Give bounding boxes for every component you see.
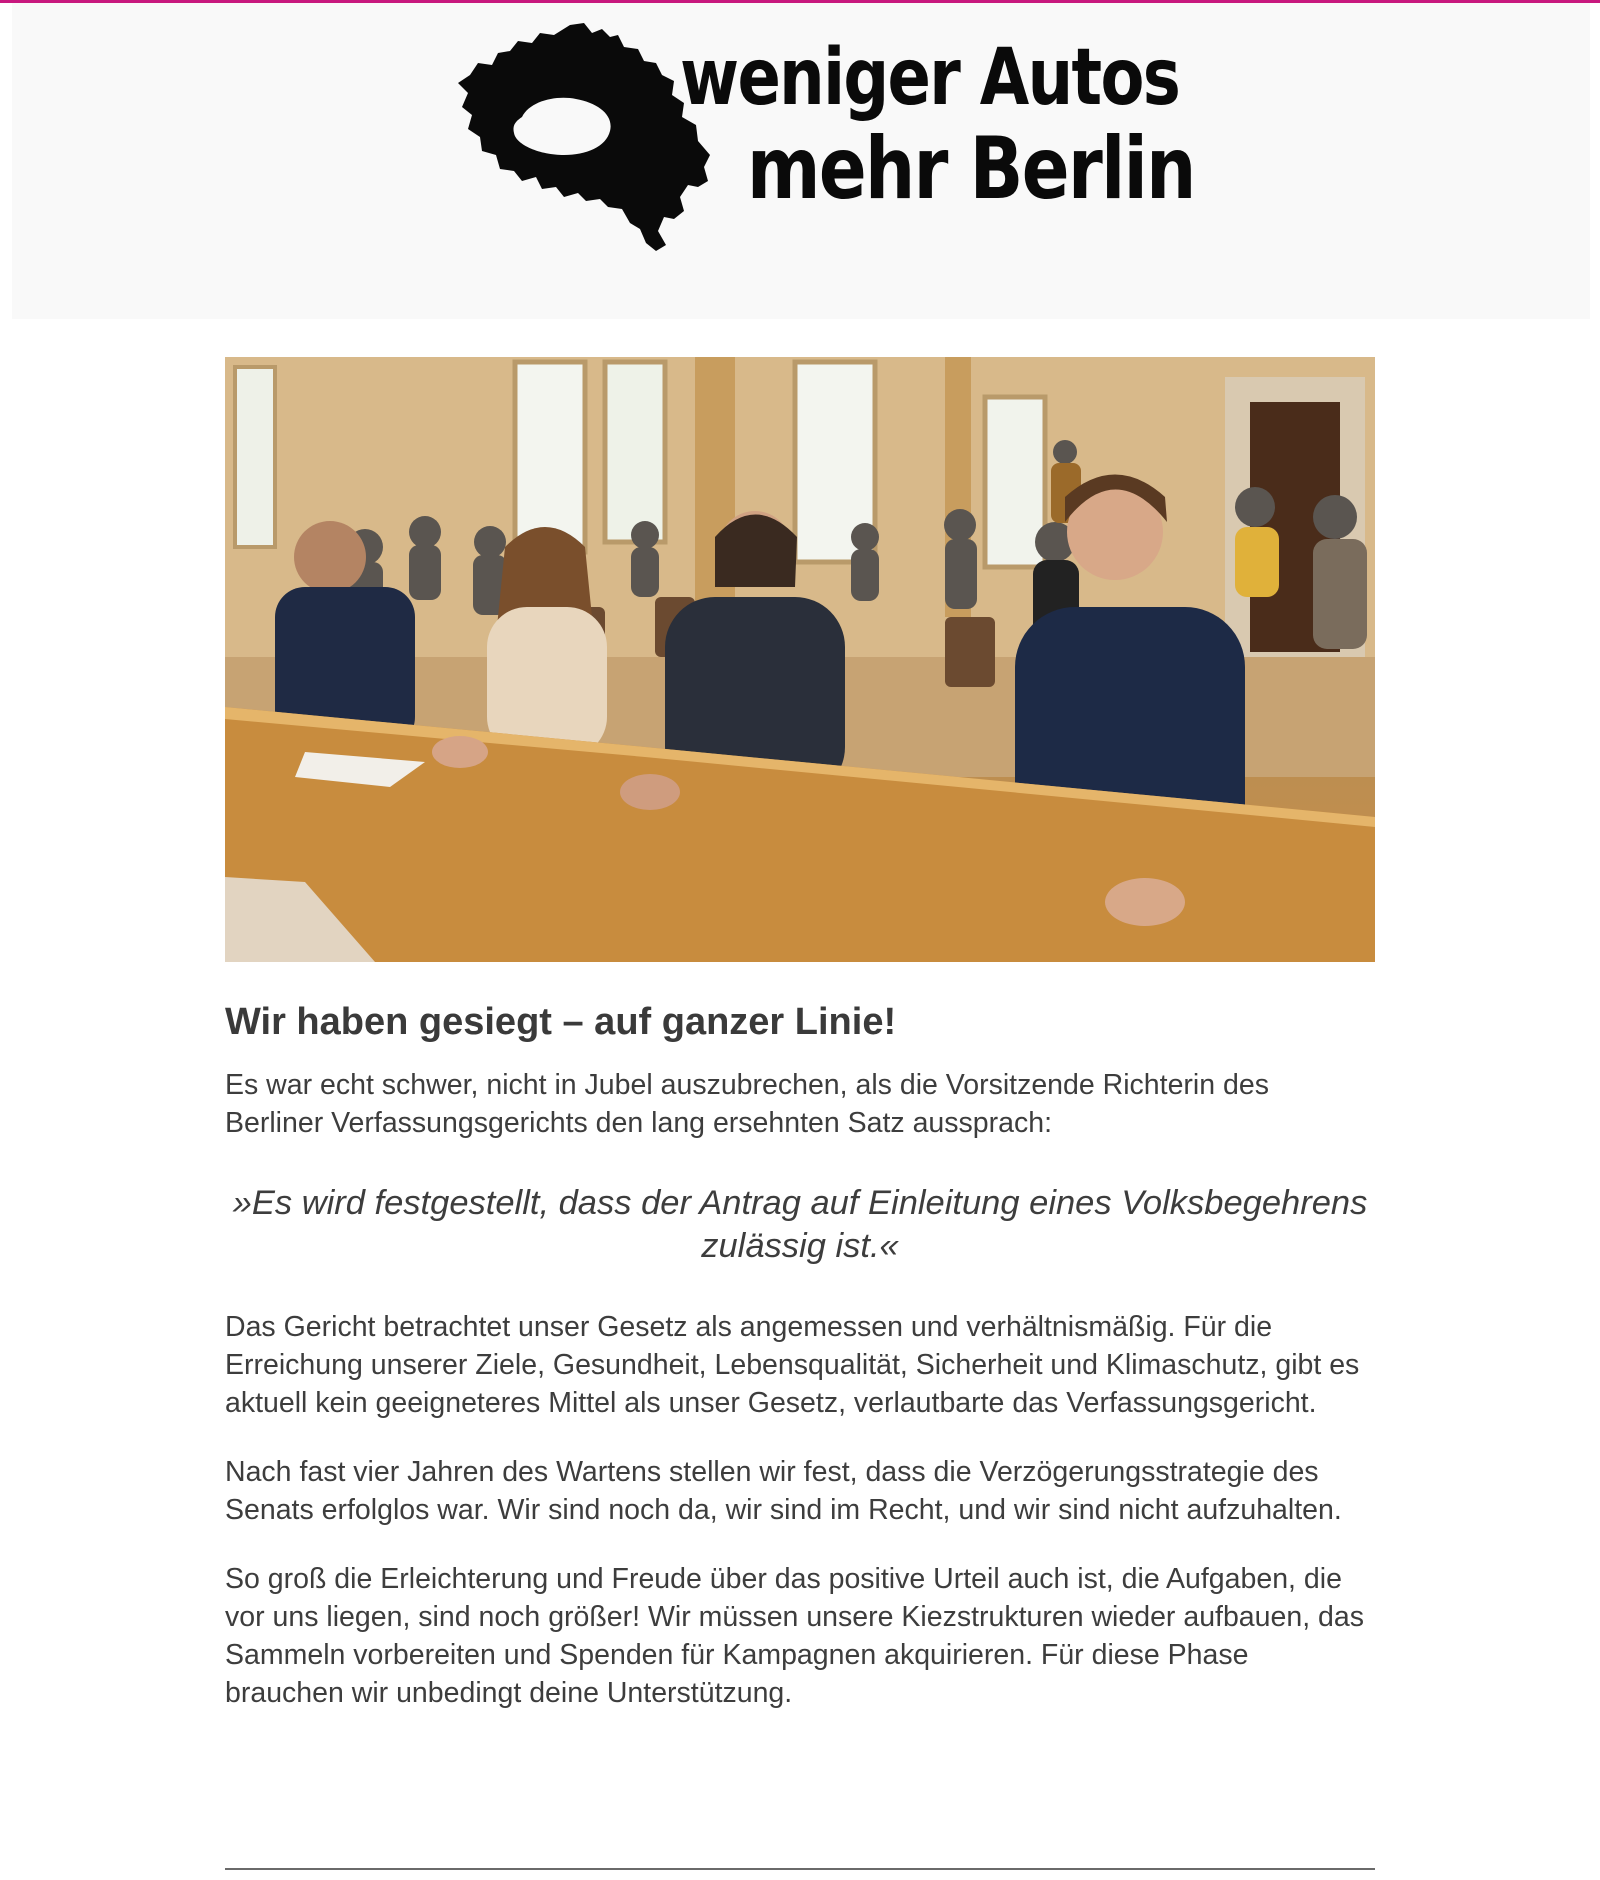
court-quote: »Es wird festgestellt, dass der Antrag auf Einleitung eines Volksbegehrens zulässig ist.« — [232, 1183, 1368, 1265]
body-paragraph-1: Das Gericht betrachtet unser Gesetz als angemessen und verhältnismäßig. Für die Erreichung unserer Ziele, Gesundheit, Lebensqualität, Sicherheit und Klimaschutz, gibt es aktuell kein geeigneteres Mittel als unser Gesetz, verlautbarte das Verfassungsgericht. — [225, 1310, 1360, 1419]
berlin-map-icon — [452, 21, 712, 253]
body-paragraph-3: So groß die Erleichterung und Freude über das positive Urteil auch ist, die Aufgaben, die vor uns liegen, sind noch größer! Wir müssen unsere Kiezstrukturen wieder aufbauen, das Sammeln vorbereiten und Spenden für Kampagnen akquirieren. Für diese Phase brauchen wir unbedingt deine Unterstützung. — [225, 1562, 1364, 1709]
logo-text-line1: weniger Autos — [680, 33, 1180, 123]
intro-paragraph: Es war echt schwer, nicht in Jubel auszubrechen, als die Vorsitzende Richterin des Berliner Verfassungsgerichts den lang ersehnten Satz aussprach: — [225, 1068, 1269, 1139]
section-divider — [225, 1868, 1375, 1870]
body-paragraph-2: Nach fast vier Jahren des Wartens stellen wir fest, dass die Verzögerungsstrategie des Senats erfolglos war. Wir sind noch da, wir sind im Recht, und wir sind nicht aufzuhalten. — [225, 1455, 1342, 1526]
logo[interactable] — [452, 21, 1195, 253]
article-content — [225, 357, 1375, 1712]
article-headline: Wir haben gesiegt – auf ganzer Linie! — [225, 1001, 897, 1043]
group-photo-image — [225, 357, 1375, 962]
newsletter-header — [12, 3, 1590, 319]
logo-text-line2: mehr Berlin — [747, 119, 1195, 219]
